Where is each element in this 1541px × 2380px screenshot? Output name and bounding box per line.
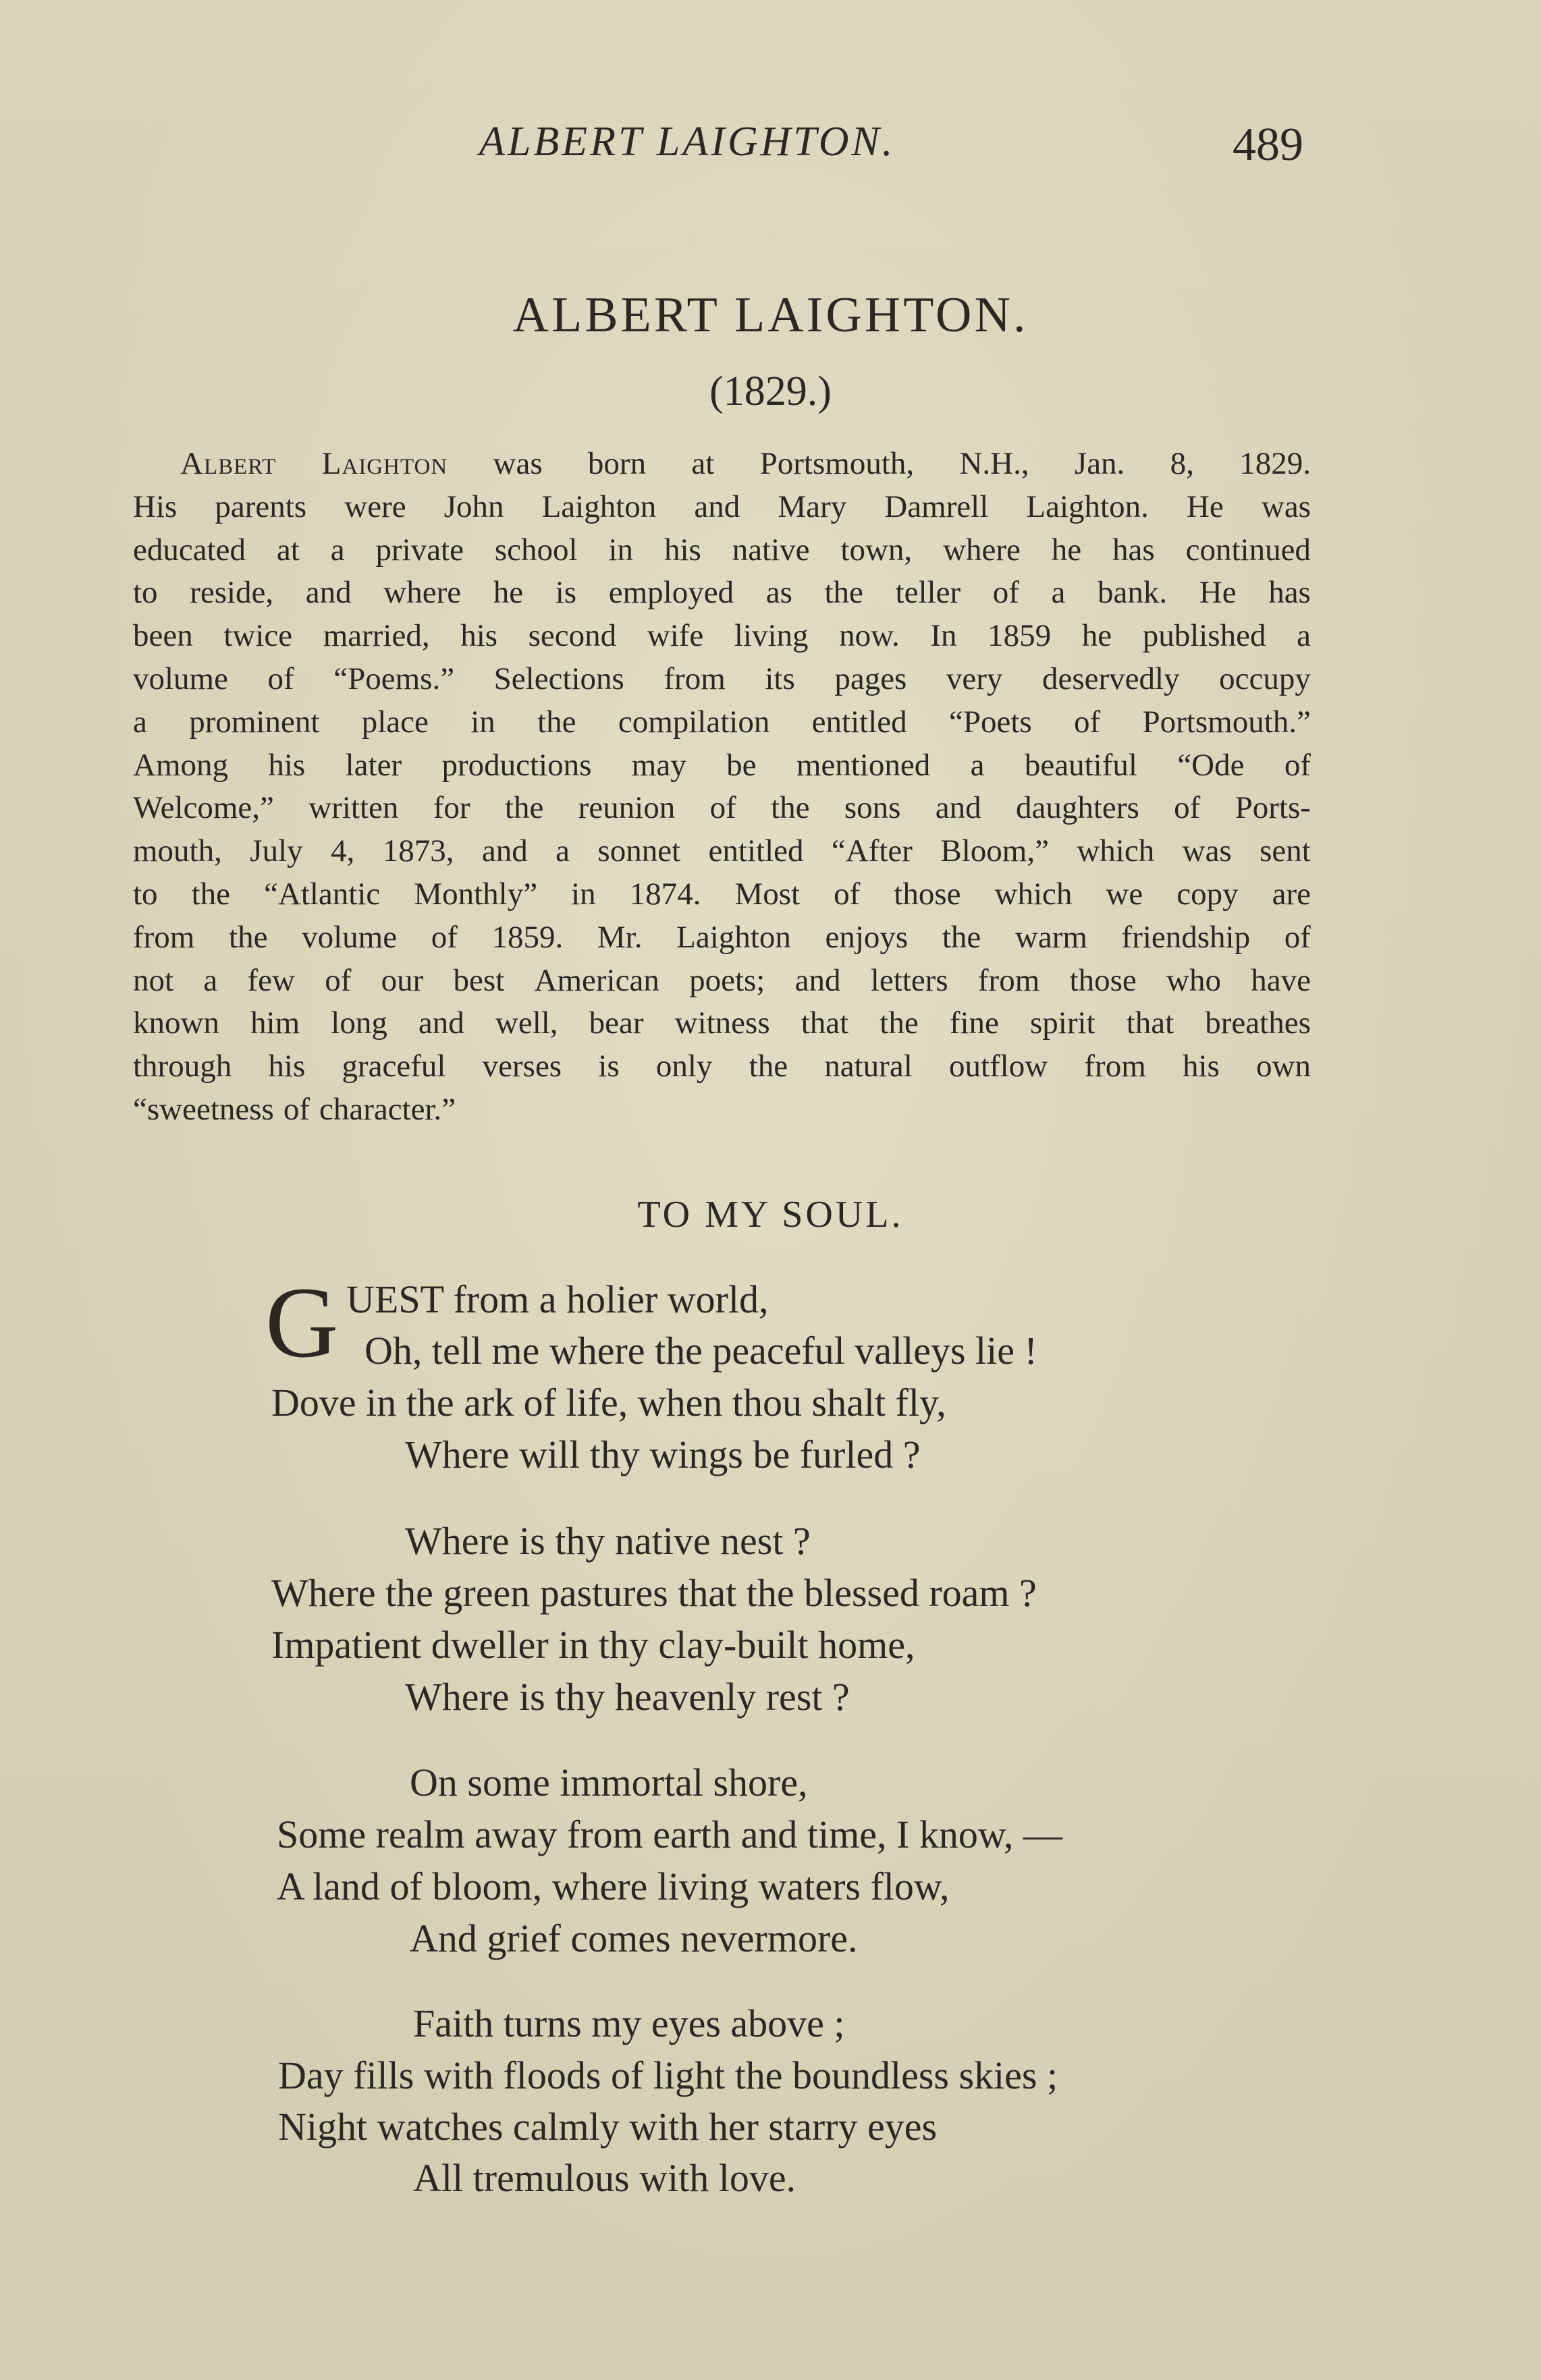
article-title: ALBERT LAIGHTON. xyxy=(512,287,1029,343)
biography-line: from the volume of 1859. Mr. Laighton enjoys the warm friendship of xyxy=(133,919,1311,955)
poem-line: UEST from a holier world, xyxy=(346,1277,769,1321)
biography-line: been twice married, his second wife living now. In 1859 he published a xyxy=(133,618,1311,654)
running-head-title: ALBERT LAIGHTON. xyxy=(479,119,896,165)
page-number: 489 xyxy=(1233,119,1303,171)
poem-line: Day fills with floods of light the boundless skies ; xyxy=(278,2053,1058,2097)
biography-line: Welcome,” written for the reunion of the sons and daughters of Ports- xyxy=(133,790,1311,826)
poem-line: Where is thy heavenly rest ? xyxy=(405,1675,850,1719)
biography-line: “sweetness of character.” xyxy=(133,1091,456,1127)
poem-line: Where will thy wings be furled ? xyxy=(405,1433,921,1476)
poem-line: Night watches calmly with her starry eyes xyxy=(278,2105,938,2149)
biography-paragraph xyxy=(133,443,1311,1132)
biography-line: a prominent place in the compilation entitled “Poets of Portsmouth.” xyxy=(133,704,1311,740)
poem-line: Where the green pastures that the blessed roam ? xyxy=(271,1571,1037,1615)
poem-line: Where is thy native nest ? xyxy=(405,1519,811,1563)
biography-line: not a few of our best American poets; and letters from those who have xyxy=(133,962,1311,998)
biography-line: Among his later productions may be mentioned a beautiful “Ode of xyxy=(133,747,1311,783)
running-head xyxy=(0,118,1541,179)
poem-line: Impatient dweller in thy clay-built home, xyxy=(271,1623,915,1667)
biography-lead-name: Albert xyxy=(180,446,277,481)
biography-line: to reside, and where he is employed as the teller of a bank. He has xyxy=(133,575,1311,611)
poem-line: Some realm away from earth and time, I know, — xyxy=(277,1812,1062,1856)
poem-line: All tremulous with love. xyxy=(413,2156,796,2200)
poem-line: Oh, tell me where the peaceful valleys lie ! xyxy=(364,1329,1037,1373)
biography-line: through his graceful verses is only the natural outflow from his own xyxy=(133,1049,1311,1084)
article-date: (1829.) xyxy=(709,368,832,414)
biography-line: volume of “Poems.” Selections from its pages very deservedly occupy xyxy=(133,661,1311,696)
poem-line: Faith turns my eyes above ; xyxy=(413,2001,845,2045)
poem-line: Dove in the ark of life, when thou shalt fly, xyxy=(271,1381,946,1424)
biography-line: known him long and well, bear witness that the fine spirit that breathes xyxy=(133,1005,1311,1041)
biography-line: educated at a private school in his native town, where he has continued xyxy=(133,532,1311,568)
biography-lead-name: Laighton xyxy=(321,446,448,481)
poem-line: A land of bloom, where living waters flow, xyxy=(277,1864,950,1908)
poem-drop-cap: G xyxy=(265,1267,339,1379)
poem-line: On some immortal shore, xyxy=(410,1761,808,1804)
biography-line: His parents were John Laighton and Mary Damrell Laighton. He was xyxy=(133,489,1311,524)
biography-line: Albert Laighton was born at Portsmouth, N.H., Jan. 8, 1829. xyxy=(133,443,1311,486)
poem-title: TO MY SOUL. xyxy=(637,1194,904,1236)
biography-line: mouth, July 4, 1873, and a sonnet entitled “After Bloom,” which was sent xyxy=(133,833,1311,869)
poem-line: And grief comes nevermore. xyxy=(410,1916,858,1960)
biography-line: to the “Atlantic Monthly” in 1874. Most of those which we copy are xyxy=(133,876,1311,912)
